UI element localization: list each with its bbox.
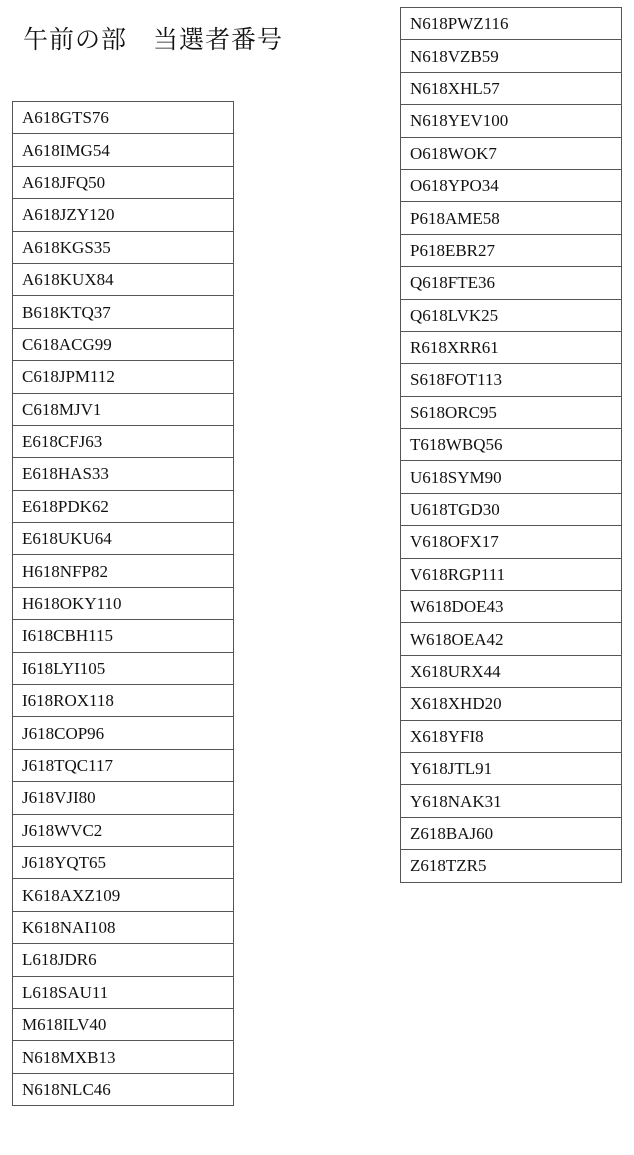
table-row (13, 458, 234, 490)
winner-number-cell: A618KUX84 (13, 263, 234, 295)
winner-number-cell: X618XHD20 (401, 688, 622, 720)
table-row (401, 169, 622, 201)
winner-number-cell: S618FOT113 (401, 364, 622, 396)
winner-number-cell: E618CFJ63 (13, 425, 234, 457)
table-row (401, 40, 622, 72)
winner-number-cell: N618YEV100 (401, 105, 622, 137)
table-row (401, 396, 622, 428)
table-row (13, 555, 234, 587)
winner-number-cell: I618CBH115 (13, 620, 234, 652)
winner-number-cell: N618VZB59 (401, 40, 622, 72)
table-row (13, 944, 234, 976)
winner-number-cell: C618JPM112 (13, 361, 234, 393)
winner-number-cell: U618SYM90 (401, 461, 622, 493)
table-row (13, 911, 234, 943)
table-row (401, 105, 622, 137)
winner-number-cell: O618WOK7 (401, 137, 622, 169)
winner-number-cell: J618TQC117 (13, 749, 234, 781)
table-row (401, 655, 622, 687)
table-row (13, 846, 234, 878)
winner-number-cell: E618PDK62 (13, 490, 234, 522)
table-row (13, 296, 234, 328)
table-row (13, 361, 234, 393)
winner-number-cell: M618ILV40 (13, 1008, 234, 1040)
table-row (13, 652, 234, 684)
table-row (13, 1041, 234, 1073)
table-row (13, 814, 234, 846)
winner-number-cell: K618AXZ109 (13, 879, 234, 911)
winner-number-table-left (12, 101, 234, 1106)
winner-number-cell: E618HAS33 (13, 458, 234, 490)
table-row (13, 717, 234, 749)
table-body (401, 8, 622, 883)
table-row (13, 749, 234, 781)
winner-number-cell: P618EBR27 (401, 234, 622, 266)
table-row (401, 234, 622, 266)
table-row (401, 752, 622, 784)
table-row (13, 879, 234, 911)
table-row (13, 685, 234, 717)
winner-number-cell: Z618BAJ60 (401, 817, 622, 849)
winner-number-cell: Q618LVK25 (401, 299, 622, 331)
table-row (401, 591, 622, 623)
winner-number-cell: B618KTQ37 (13, 296, 234, 328)
winner-number-cell: P618AME58 (401, 202, 622, 234)
winner-number-cell: K618NAI108 (13, 911, 234, 943)
table-row (401, 688, 622, 720)
winner-number-cell: X618URX44 (401, 655, 622, 687)
table-row (13, 393, 234, 425)
winner-number-cell: N618PWZ116 (401, 8, 622, 40)
table-row (13, 231, 234, 263)
table-row (401, 137, 622, 169)
winner-number-cell: A618KGS35 (13, 231, 234, 263)
winner-number-cell: Z618TZR5 (401, 850, 622, 882)
winner-number-cell: O618YPO34 (401, 169, 622, 201)
table-row (13, 587, 234, 619)
winner-number-cell: C618ACG99 (13, 328, 234, 360)
winner-number-cell: S618ORC95 (401, 396, 622, 428)
table-row (13, 782, 234, 814)
table-row (401, 299, 622, 331)
winner-number-cell: Q618FTE36 (401, 267, 622, 299)
winner-number-cell: C618MJV1 (13, 393, 234, 425)
winner-number-cell: H618NFP82 (13, 555, 234, 587)
table-row (13, 976, 234, 1008)
table-row (401, 461, 622, 493)
winner-number-cell: I618LYI105 (13, 652, 234, 684)
winner-number-cell: R618XRR61 (401, 331, 622, 363)
winner-number-cell: N618XHL57 (401, 72, 622, 104)
winner-number-cell: J618YQT65 (13, 846, 234, 878)
table-row (13, 1008, 234, 1040)
winner-number-cell: Y618NAK31 (401, 785, 622, 817)
winner-number-cell: J618WVC2 (13, 814, 234, 846)
table-row (401, 623, 622, 655)
table-row (401, 493, 622, 525)
winner-number-cell: W618OEA42 (401, 623, 622, 655)
table-row (401, 267, 622, 299)
table-body (13, 102, 234, 1106)
table-row (13, 199, 234, 231)
table-row (401, 720, 622, 752)
winner-number-cell: J618COP96 (13, 717, 234, 749)
table-row (401, 202, 622, 234)
table-row (401, 8, 622, 40)
winner-number-cell: N618MXB13 (13, 1041, 234, 1073)
table-row (401, 331, 622, 363)
table-row (13, 425, 234, 457)
winner-number-cell: W618DOE43 (401, 591, 622, 623)
table-row (401, 558, 622, 590)
winner-number-cell: V618RGP111 (401, 558, 622, 590)
winner-number-table-right (400, 7, 622, 883)
table-row (401, 785, 622, 817)
table-row (13, 328, 234, 360)
page-title: 午前の部 当選者番号 (23, 25, 284, 54)
table-row (401, 364, 622, 396)
winner-number-cell: I618ROX118 (13, 685, 234, 717)
table-row (13, 166, 234, 198)
table-row (13, 523, 234, 555)
winner-number-cell: A618GTS76 (13, 102, 234, 134)
winner-number-cell: A618IMG54 (13, 134, 234, 166)
table-row (13, 134, 234, 166)
winner-number-cell: L618JDR6 (13, 944, 234, 976)
table-row (13, 102, 234, 134)
winner-number-cell: U618TGD30 (401, 493, 622, 525)
winner-number-cell: X618YFI8 (401, 720, 622, 752)
winner-number-cell: J618VJI80 (13, 782, 234, 814)
table-row (13, 620, 234, 652)
table-row (13, 263, 234, 295)
winner-number-cell: Y618JTL91 (401, 752, 622, 784)
table-row (13, 490, 234, 522)
winner-number-cell: T618WBQ56 (401, 429, 622, 461)
winner-number-cell: V618OFX17 (401, 526, 622, 558)
winner-number-cell: H618OKY110 (13, 587, 234, 619)
winner-number-cell: E618UKU64 (13, 523, 234, 555)
table-row (13, 1073, 234, 1105)
winner-number-cell: A618JFQ50 (13, 166, 234, 198)
table-row (401, 850, 622, 882)
table-row (401, 429, 622, 461)
winner-number-cell: A618JZY120 (13, 199, 234, 231)
table-row (401, 817, 622, 849)
winner-number-cell: N618NLC46 (13, 1073, 234, 1105)
table-row (401, 526, 622, 558)
table-row (401, 72, 622, 104)
winner-number-cell: L618SAU11 (13, 976, 234, 1008)
